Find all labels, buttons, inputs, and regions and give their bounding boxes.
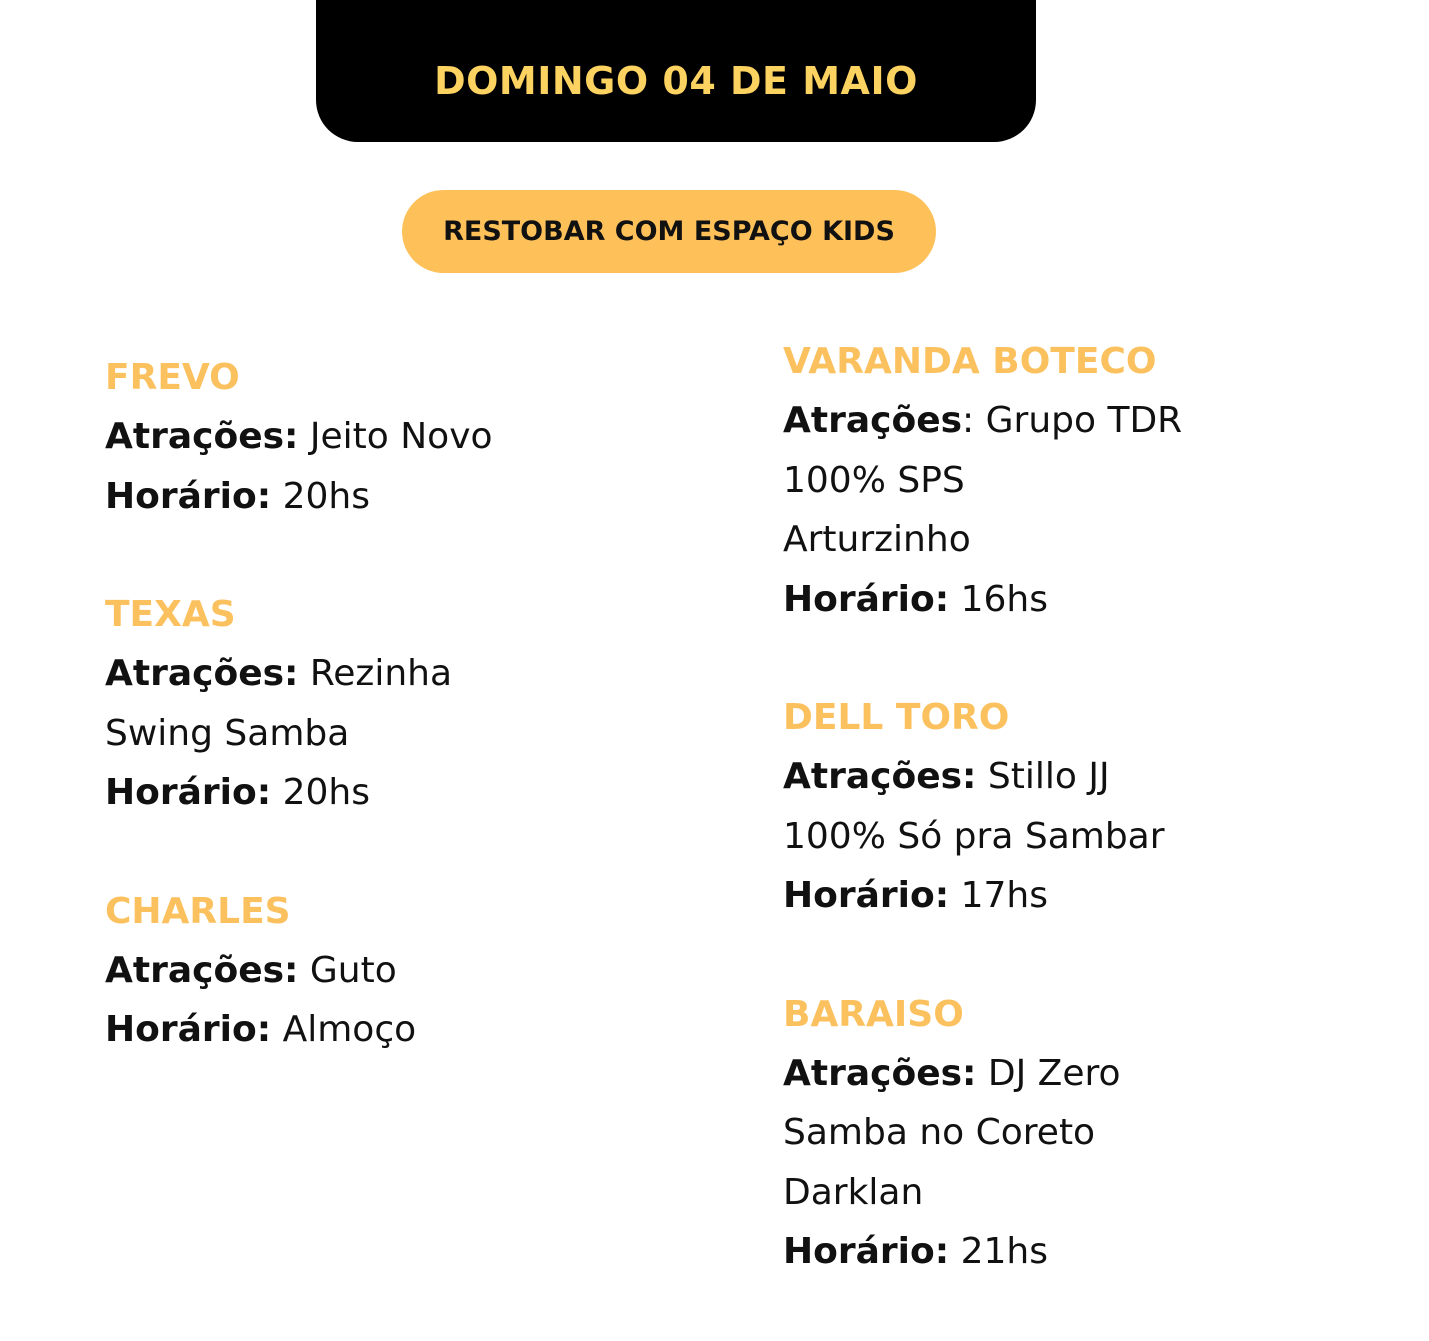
venue-varanda-boteco xyxy=(783,332,1403,629)
venue-category-badge xyxy=(402,190,936,273)
attraction: Jeito Novo xyxy=(309,416,493,457)
attraction: Swing Samba xyxy=(105,712,350,754)
attractions-label: Atrações xyxy=(783,400,963,441)
left-column xyxy=(105,348,725,1119)
time-value: 17hs xyxy=(960,875,1048,916)
time-label: Horário: xyxy=(783,875,950,916)
time-label: Horário: xyxy=(105,772,272,813)
time-value: Almoço xyxy=(282,1009,417,1050)
attractions-label: Atrações: xyxy=(105,416,299,457)
time-label: Horário: xyxy=(783,1231,950,1272)
venue-name: VARANDA BOTECO xyxy=(783,341,1157,382)
venue-name: DELL TORO xyxy=(783,697,1010,738)
time-line xyxy=(783,570,1403,630)
attraction: DJ Zero xyxy=(987,1052,1121,1094)
attraction: 100% Só pra Sambar xyxy=(783,815,1165,857)
venue-name: BARAISO xyxy=(783,993,964,1035)
attraction: Rezinha xyxy=(309,653,453,694)
attractions-line xyxy=(783,1044,1403,1104)
date-banner xyxy=(316,0,1036,142)
attractions-line xyxy=(783,391,1403,451)
time-value: 16hs xyxy=(960,578,1048,620)
venue-frevo xyxy=(105,348,725,526)
attraction: Stillo JJ xyxy=(987,756,1110,797)
right-column xyxy=(783,332,1403,1341)
attractions-line xyxy=(105,941,725,1001)
attraction: Arturzinho xyxy=(783,519,971,560)
time-value: 21hs xyxy=(960,1231,1048,1272)
attraction: Guto xyxy=(309,949,397,991)
time-line xyxy=(783,1222,1403,1282)
venue-category-label: RESTOBAR COM ESPAÇO KIDS xyxy=(443,216,895,247)
time-value: 20hs xyxy=(282,772,370,813)
time-line xyxy=(105,1000,725,1060)
time-line xyxy=(105,467,725,527)
time-line xyxy=(105,763,725,823)
venue-texas xyxy=(105,585,725,823)
time-value: 20hs xyxy=(282,475,370,517)
attractions-label: Atrações: xyxy=(783,756,977,797)
time-label: Horário: xyxy=(783,578,950,620)
attraction: Darklan xyxy=(783,1171,924,1213)
venue-dell-toro xyxy=(783,688,1403,926)
date-title: DOMINGO 04 DE MAIO xyxy=(434,59,918,103)
attraction: 100% SPS xyxy=(783,459,965,501)
venue-name: TEXAS xyxy=(105,594,236,635)
attractions-line xyxy=(105,407,725,467)
time-line xyxy=(783,866,1403,926)
attractions-label: Atrações: xyxy=(783,1052,977,1094)
attractions-label: Atrações: xyxy=(105,949,299,991)
attraction: Samba no Coreto xyxy=(783,1112,1096,1153)
attractions-line xyxy=(105,644,725,704)
time-label: Horário: xyxy=(105,475,272,517)
venue-name: CHARLES xyxy=(105,890,291,932)
venue-charles xyxy=(105,882,725,1060)
venue-name: FREVO xyxy=(105,357,240,398)
venue-baraiso xyxy=(783,985,1403,1282)
attractions-label: Atrações: xyxy=(105,653,299,694)
time-label: Horário: xyxy=(105,1009,272,1050)
attraction: : Grupo TDR xyxy=(962,400,1183,441)
attractions-line xyxy=(783,747,1403,807)
